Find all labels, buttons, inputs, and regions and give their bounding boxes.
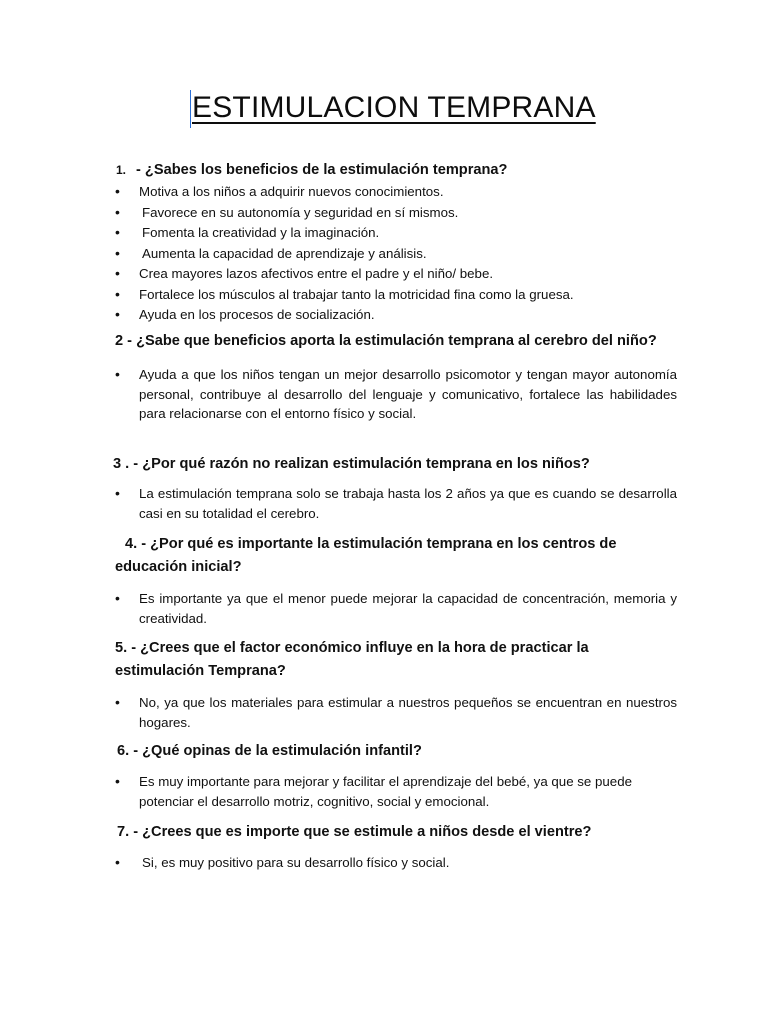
section-1 (111, 159, 677, 326)
document-title: ESTIMULACION TEMPRANA (192, 91, 596, 124)
text-cursor (190, 90, 191, 128)
title-block (190, 88, 596, 128)
answer-item: • Si, es muy positivo para su desarrollo físico y social. (111, 853, 677, 873)
question-1-number: 1. (116, 163, 127, 177)
answer-list-4 (111, 589, 677, 628)
answer-list-1 (111, 182, 677, 326)
answer-item: • Es importante ya que el menor puede mejorar la capacidad de concentración, memoria y creatividad. (111, 589, 677, 628)
answer-list-2 (111, 365, 677, 424)
question-2: 2 - ¿Sabe que beneficios aporta la estimulación temprana al cerebro del niño? (115, 333, 657, 349)
section-5 (111, 637, 677, 732)
answer-item: • La estimulación temprana solo se trabaja hasta los 2 años ya que es cuando se desarrolla casi en su totalidad el cerebro. (111, 484, 677, 523)
question-6: 6. - ¿Qué opinas de la estimulación infantil? (117, 743, 422, 759)
section-4 (111, 533, 677, 628)
question-7: 7. - ¿Crees que es importe que se estimule a niños desde el vientre? (117, 824, 592, 840)
section-6 (111, 740, 677, 811)
answer-item: • Ayuda a que los niños tengan un mejor desarrollo psicomotor y tengan mayor autonomía personal, contribuye al desarrollo del lenguaje y comunicativo, fortalece las habilidades para relacionarse con el entorno físico y social. (111, 365, 677, 424)
answer-item: • Aumenta la capacidad de aprendizaje y análisis. (111, 244, 677, 265)
answer-item: • Fomenta la creatividad y la imaginación. (111, 223, 677, 244)
answer-item: • Favorece en su autonomía y seguridad en sí mismos. (111, 203, 677, 224)
answer-list-7 (111, 853, 677, 873)
answer-list-5 (111, 693, 677, 732)
answer-item: • Motiva a los niños a adquirir nuevos conocimientos. (111, 182, 677, 203)
answer-item: • Fortalece los músculos al trabajar tanto la motricidad fina como la gruesa. (111, 285, 677, 306)
answer-list-6 (111, 772, 677, 811)
section-7 (111, 821, 677, 873)
answer-item: • Ayuda en los procesos de socialización. (111, 305, 677, 326)
question-4: 4. - ¿Por qué es importante la estimulación temprana en los centros de educación inicial? (115, 536, 617, 575)
question-1-text: - ¿Sabes los beneficios de la estimulación temprana? (136, 162, 508, 178)
answer-item: • Es muy importante para mejorar y facilitar el aprendizaje del bebé, ya que se puede potenciar el desarrollo motriz, cognitivo, social y emocional. (111, 772, 677, 811)
section-3 (111, 453, 677, 523)
question-1 (111, 159, 677, 182)
question-3: 3 . - ¿Por qué razón no realizan estimulación temprana en los niños? (113, 456, 590, 472)
answer-list-3 (111, 484, 677, 523)
section-2 (111, 330, 677, 424)
question-5: 5. - ¿Crees que el factor económico influye en la hora de practicar la estimulación Temprana? (115, 640, 589, 679)
answer-item: • Crea mayores lazos afectivos entre el padre y el niño/ bebe. (111, 264, 677, 285)
answer-item: • No, ya que los materiales para estimular a nuestros pequeños se encuentran en nuestros hogares. (111, 693, 677, 732)
